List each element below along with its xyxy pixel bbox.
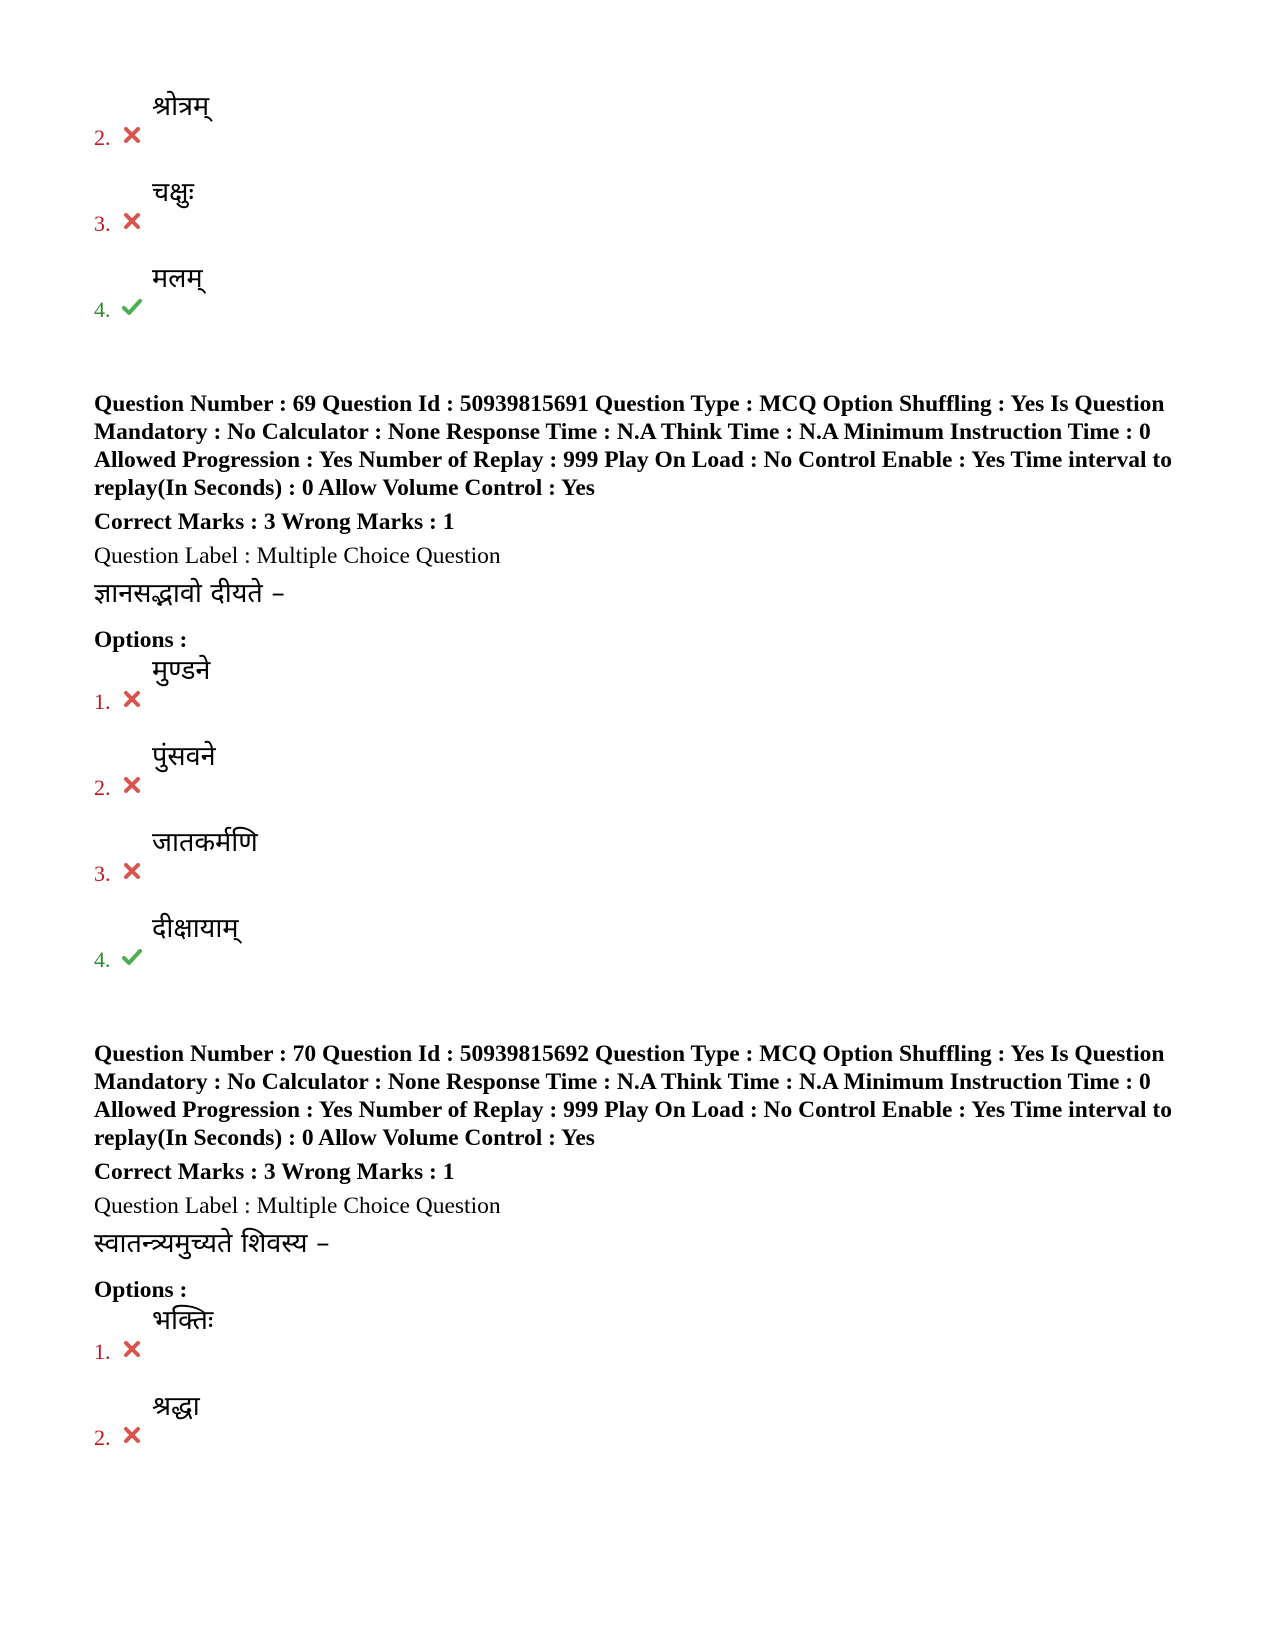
question-metadata: Question Number : 69 Question Id : 50939815691 Question Type : MCQ Option Shuffling : Yes Is Question Mandatory : No Calculator : None Response Time : N.A Think Time : N.A Minimum Instruction Time : 0 Allowed Progression : Yes Number of Replay : 999 Play On Load : No Control Enable : Yes Time interval to replay(In Seconds) : 0 Allow Volume Control : Yes <box>94 391 1172 501</box>
checkmark-icon <box>122 298 142 316</box>
question-block <box>94 1040 1174 1304</box>
option-number: 3. <box>94 861 111 886</box>
question-metadata: Question Number : 70 Question Id : 50939815692 Question Type : MCQ Option Shuffling : Yes Is Question Mandatory : No Calculator : None Response Time : N.A Think Time : N.A Minimum Instruction Time : 0 Allowed Progression : Yes Number of Replay : 999 Play On Load : No Control Enable : Yes Time interval to replay(In Seconds) : 0 Allow Volume Control : Yes <box>94 1041 1172 1151</box>
option-number: 2. <box>94 125 111 150</box>
question-text: ज्ञानसद्भावो दीयते – <box>94 578 285 609</box>
option-text: दीक्षायाम् <box>152 913 239 944</box>
question-block <box>94 390 1174 654</box>
option-text: श्रोत्रम् <box>152 91 210 122</box>
option-text: चक्षुः <box>152 177 194 208</box>
option-number: 3. <box>94 211 111 236</box>
question-marks: Correct Marks : 3 Wrong Marks : 1 <box>94 509 455 535</box>
checkmark-icon <box>122 948 142 966</box>
option-text: श्रद्धा <box>152 1391 200 1422</box>
option-number: 1. <box>94 689 111 714</box>
cross-icon <box>122 126 142 144</box>
question-label: Question Label : Multiple Choice Question <box>94 543 501 569</box>
question-marks: Correct Marks : 3 Wrong Marks : 1 <box>94 1159 455 1185</box>
cross-icon <box>122 1340 142 1358</box>
option-number: 4. <box>94 297 111 322</box>
cross-icon <box>122 690 142 708</box>
cross-icon <box>122 212 142 230</box>
question-text: स्वातन्त्र्यमुच्यते शिवस्य – <box>94 1228 330 1259</box>
option-number: 2. <box>94 1425 111 1450</box>
cross-icon <box>122 862 142 880</box>
option-text: मलम् <box>152 263 203 294</box>
option-number: 4. <box>94 947 111 972</box>
option-number: 1. <box>94 1339 111 1364</box>
options-heading: Options : <box>94 627 188 653</box>
option-text: मुण्डने <box>152 655 211 686</box>
option-text: जातकर्मणि <box>152 827 258 858</box>
question-label: Question Label : Multiple Choice Question <box>94 1193 501 1219</box>
cross-icon <box>122 776 142 794</box>
option-text: भक्तिः <box>152 1305 214 1336</box>
options-heading: Options : <box>94 1277 188 1303</box>
option-text: पुंसवने <box>152 741 216 772</box>
cross-icon <box>122 1426 142 1444</box>
option-number: 2. <box>94 775 111 800</box>
